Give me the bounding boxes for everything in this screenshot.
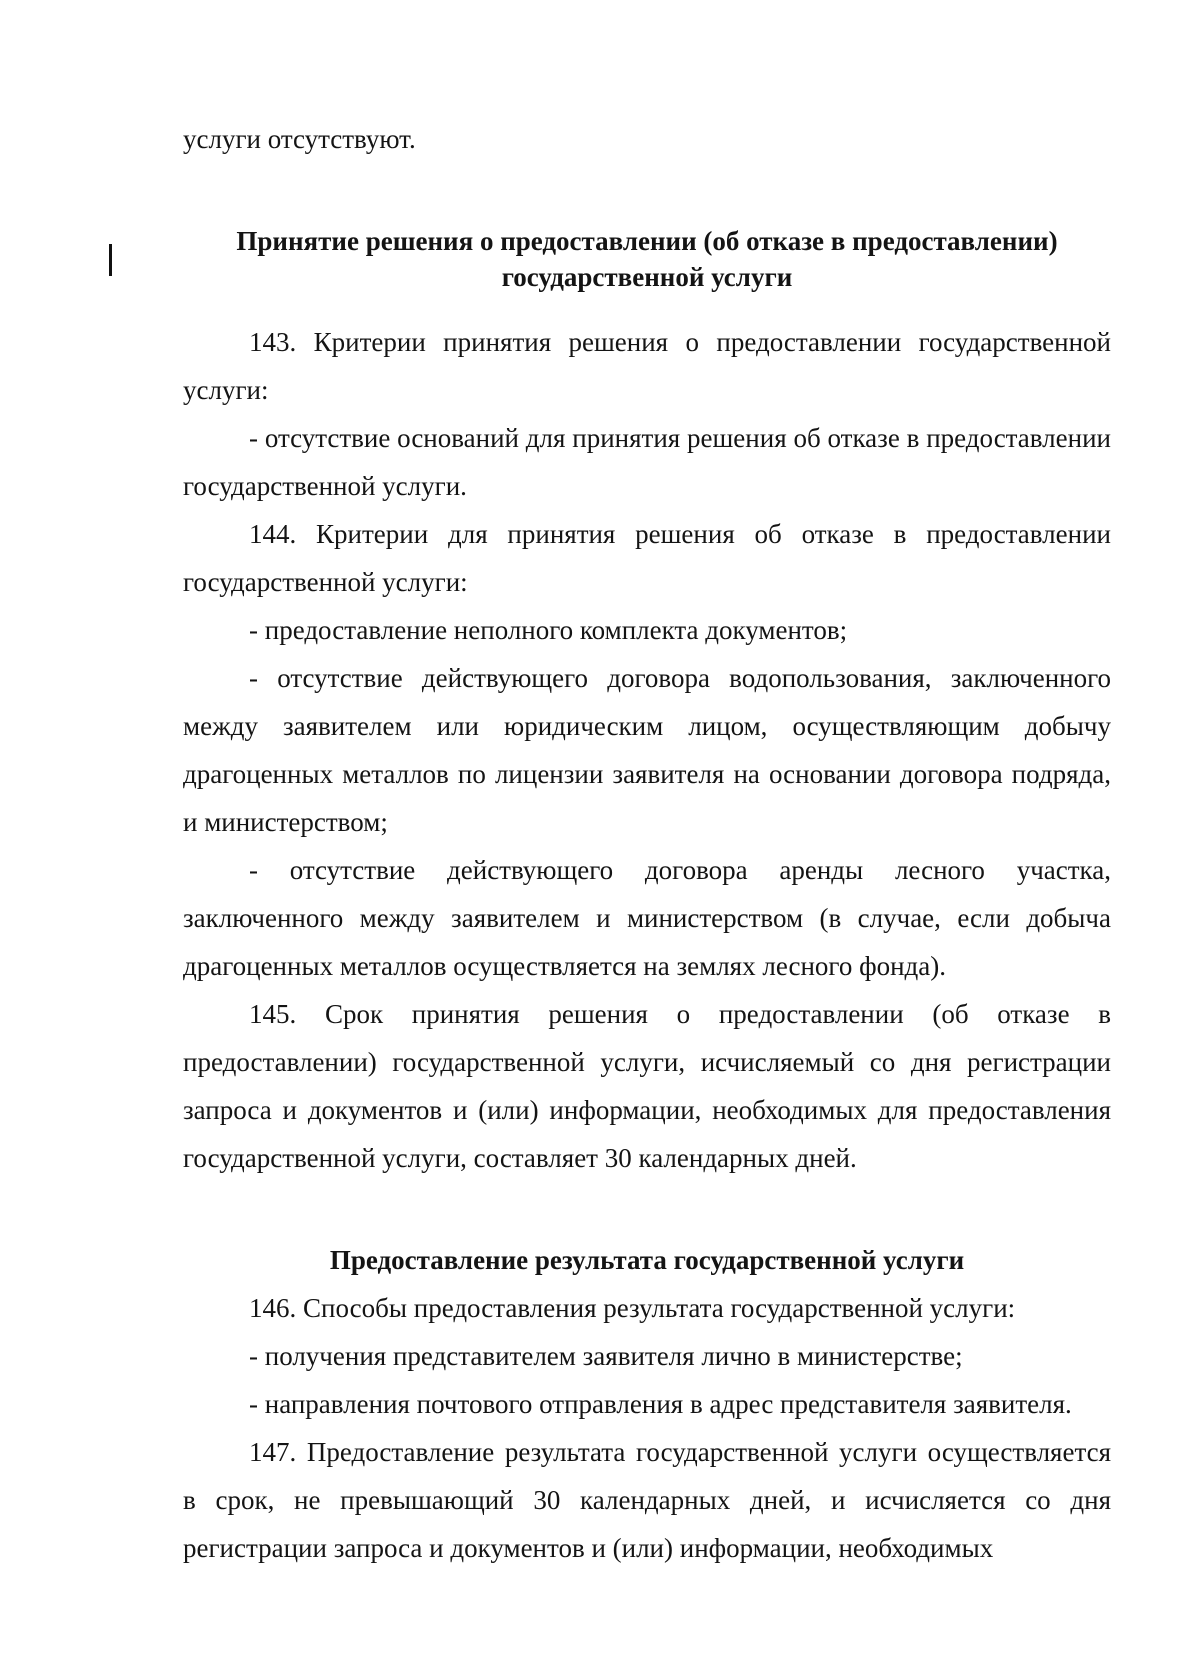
paragraph-144-bullet-2: - отсутствие действующего договора водопользования, заключенного между заявителем или юридическим лицом, осуществляющим добычу драгоценных металлов по лицензии заявителя на основании договора подряда, и министерством; [183, 663, 1111, 837]
opening-line: услуги отсутствуют. [183, 124, 416, 154]
paragraph-143: 143. Критерии принятия решения о предоставлении государственной услуги: [183, 327, 1111, 405]
paragraph-144-bullet-1: - предоставление неполного комплекта документов; [249, 615, 848, 645]
paragraph-143-bullet-1: - отсутствие оснований для принятия решения об отказе в предоставлении государственной услуги. [183, 423, 1111, 501]
section-heading-decision: Принятие решения о предоставлении (об отказе в предоставлении) государственной услуги [236, 226, 1058, 292]
document-body [183, 115, 1111, 1572]
margin-change-bar [109, 244, 112, 276]
paragraph-146: 146. Способы предоставления результата государственной услуги: [249, 1293, 1016, 1323]
section-heading-result: Предоставление результата государственной услуги [329, 1245, 965, 1275]
paragraph-146-bullet-2: - направления почтового отправления в адрес представителя заявителя. [249, 1389, 1072, 1419]
paragraph-146-bullet-1: - получения представителем заявителя лично в министерстве; [249, 1341, 963, 1371]
paragraph-145: 145. Срок принятия решения о предоставлении (об отказе в предоставлении) государственной услуги, исчисляемый со дня регистрации запроса и документов и (или) информации, необходимых для предоставления государственной услуги, составляет 30 календарных дней. [183, 999, 1111, 1173]
paragraph-144: 144. Критерии для принятия решения об отказе в предоставлении государственной услуги: [183, 519, 1111, 597]
paragraph-144-bullet-3: - отсутствие действующего договора аренды лесного участка, заключенного между заявителем и министерством (в случае, если добыча драгоценных металлов осуществляется на землях лесного фонда). [183, 855, 1111, 981]
paragraph-147: 147. Предоставление результата государственной услуги осуществляется в срок, не превышающий 30 календарных дней, и исчисляется со дня регистрации запроса и документов и (или) информации, необходимых [183, 1437, 1111, 1563]
